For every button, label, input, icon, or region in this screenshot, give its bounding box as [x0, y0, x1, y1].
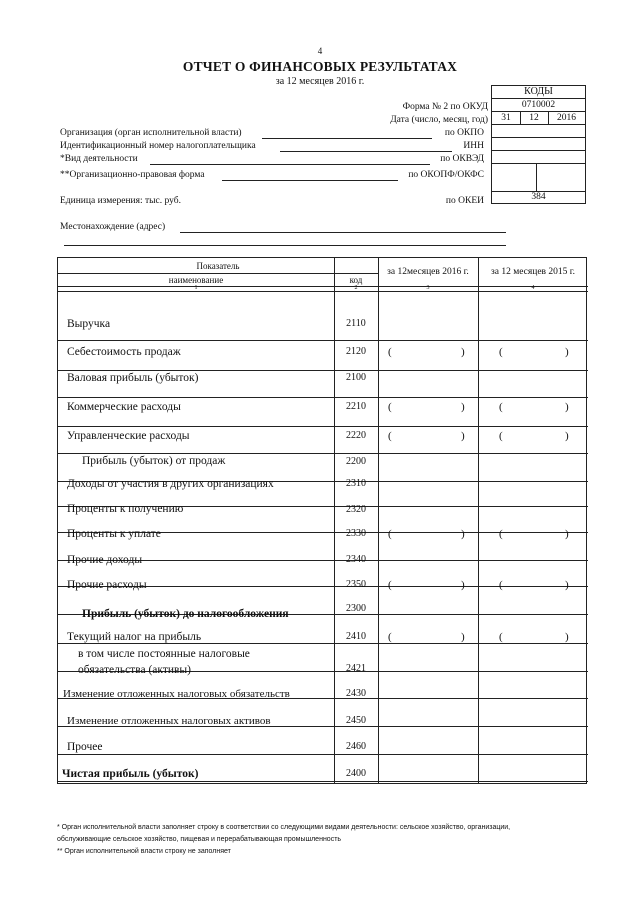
row-code-2350: 2350 — [346, 579, 366, 590]
paren-close-2015-2210: ) — [565, 401, 569, 413]
row-code-2320: 2320 — [346, 504, 366, 515]
page-number: 4 — [317, 46, 323, 56]
okpo-value — [492, 125, 585, 138]
codes-header: КОДЫ — [492, 86, 585, 99]
col-indicator: Показатель — [196, 261, 240, 271]
row-code-2330: 2330 — [346, 528, 366, 539]
date-day: 31 — [501, 113, 511, 123]
row-name-2300: Прибыль (убыток) до налогообложения — [82, 608, 289, 620]
paren-open-2016-2210: ( — [388, 401, 392, 413]
location-field-2[interactable] — [64, 245, 506, 246]
paren-open-2015-2220: ( — [499, 430, 503, 442]
financial-results-table — [57, 257, 587, 784]
footnote-1b: обслуживающие сельское хозяйство, пищевая и перерабатывающая промышленность — [57, 836, 342, 843]
row-name-2460: Прочее — [67, 741, 103, 753]
paren-close-2015-2410: ) — [565, 631, 569, 643]
inn-full-label: Идентификационный номер налогоплательщика — [60, 141, 256, 151]
paren-open-2015-2350: ( — [499, 579, 503, 591]
okved-label: по ОКВЭД — [440, 154, 484, 164]
paren-open-2016-2350: ( — [388, 579, 392, 591]
col-2016: за 12месяцев 2016 г. — [387, 267, 469, 277]
row-name-2421-line2: обязательства (активы) — [78, 664, 191, 676]
organization-label: Организация (орган исполнительной власти) — [60, 128, 242, 138]
row-name-2421: в том числе постоянные налоговые — [78, 648, 250, 660]
row-name-2430: Изменение отложенных налоговых обязательств — [63, 688, 290, 700]
footnote-2: ** Орган исполнительной власти строку не заполняет — [57, 848, 231, 855]
activity-label: *Вид деятельности — [60, 154, 138, 164]
okopf-value — [492, 164, 585, 192]
okei-label: по ОКЕИ — [445, 196, 484, 206]
paren-close-2016-2210: ) — [461, 401, 465, 413]
activity-field[interactable] — [150, 164, 430, 165]
organization-field[interactable] — [262, 138, 432, 139]
inn-value — [492, 138, 585, 151]
row-code-2300: 2300 — [346, 603, 366, 614]
row-code-2100: 2100 — [346, 372, 366, 383]
row-name-2220: Управленческие расходы — [67, 430, 190, 442]
okopf-label: по ОКОПФ/ОКФС — [408, 170, 484, 180]
row-name-2120: Себестоимость продаж — [67, 346, 181, 358]
row-code-2120: 2120 — [346, 346, 366, 357]
okei-value: 384 — [531, 192, 546, 202]
row-name-2110: Выручка — [67, 318, 111, 330]
row-code-2200: 2200 — [346, 456, 366, 467]
row-name-2450: Изменение отложенных налоговых активов — [67, 715, 271, 727]
paren-open-2016-2220: ( — [388, 430, 392, 442]
col-2015: за 12 месяцев 2015 г. — [490, 267, 575, 277]
row-name-2400: Чистая прибыль (убыток) — [62, 768, 199, 780]
footnote-1: * Орган исполнительной власти заполняет строку в соответствии со следующими видами деятельности: сельское хозяйство, организации, — [57, 824, 511, 831]
paren-close-2015-2220: ) — [565, 430, 569, 442]
paren-close-2016-2330: ) — [461, 528, 465, 540]
row-name-2200: Прибыль (убыток) от продаж — [82, 455, 226, 467]
paren-open-2016-2120: ( — [388, 346, 392, 358]
paren-open-2015-2120: ( — [499, 346, 503, 358]
col-num-2: 2 — [354, 285, 358, 291]
col-name: наименование — [168, 275, 224, 285]
row-code-2310: 2310 — [346, 478, 366, 489]
paren-close-2015-2350: ) — [565, 579, 569, 591]
col-num-1: 1 — [194, 285, 198, 291]
paren-open-2016-2410: ( — [388, 631, 392, 643]
row-code-2340: 2340 — [346, 554, 366, 565]
col-num-3: 3 — [426, 285, 430, 291]
paren-open-2016-2330: ( — [388, 528, 392, 540]
col-code: код — [349, 275, 363, 285]
col-num-4: 4 — [531, 285, 535, 291]
okud-label: Форма № 2 по ОКУД — [402, 102, 488, 112]
report-period: за 12 месяцев 2016 г. — [275, 76, 365, 87]
row-name-2210: Коммерческие расходы — [67, 401, 181, 413]
paren-close-2015-2120: ) — [565, 346, 569, 358]
row-name-2320: Проценты к получению — [67, 503, 184, 515]
legal-form-field[interactable] — [222, 180, 398, 181]
inn-label: ИНН — [463, 141, 484, 151]
unit-label: Единица измерения: тыс. руб. — [60, 196, 181, 206]
row-code-2400: 2400 — [346, 768, 366, 779]
row-name-2410: Текущий налог на прибыль — [67, 631, 202, 643]
paren-open-2015-2210: ( — [499, 401, 503, 413]
okved-value — [492, 151, 585, 164]
paren-close-2015-2330: ) — [565, 528, 569, 540]
row-code-2220: 2220 — [346, 430, 366, 441]
row-code-2460: 2460 — [346, 741, 366, 752]
row-name-2310: Доходы от участия в других организациях — [67, 478, 274, 490]
paren-open-2015-2410: ( — [499, 631, 503, 643]
row-code-2410: 2410 — [346, 631, 366, 642]
paren-close-2016-2220: ) — [461, 430, 465, 442]
okud-value: 0710002 — [492, 99, 585, 112]
date-label: Дата (число, месяц, год) — [390, 115, 488, 125]
row-code-2110: 2110 — [346, 318, 366, 329]
date-year: 2016 — [557, 113, 576, 123]
paren-close-2016-2350: ) — [461, 579, 465, 591]
row-code-2450: 2450 — [346, 715, 366, 726]
row-code-2430: 2430 — [346, 688, 366, 699]
row-name-2330: Проценты к уплате — [67, 528, 161, 540]
paren-close-2016-2410: ) — [461, 631, 465, 643]
codes-box — [491, 85, 586, 204]
legal-form-label: **Организационно-правовая форма — [60, 170, 205, 180]
paren-open-2015-2330: ( — [499, 528, 503, 540]
okpo-label: по ОКПО — [444, 128, 484, 138]
location-label: Местонахождение (адрес) — [60, 222, 166, 232]
date-month: 12 — [529, 113, 539, 123]
report-title: ОТЧЕТ О ФИНАНСОВЫХ РЕЗУЛЬТАТАХ — [182, 59, 458, 74]
paren-close-2016-2120: ) — [461, 346, 465, 358]
row-code-2210: 2210 — [346, 401, 366, 412]
row-name-2350: Прочие расходы — [67, 579, 147, 591]
row-name-2100: Валовая прибыль (убыток) — [67, 372, 199, 384]
row-name-2340: Прочие доходы — [67, 554, 143, 566]
row-code-2421: 2421 — [346, 663, 366, 674]
location-field[interactable] — [180, 232, 506, 233]
inn-field[interactable] — [280, 151, 452, 152]
